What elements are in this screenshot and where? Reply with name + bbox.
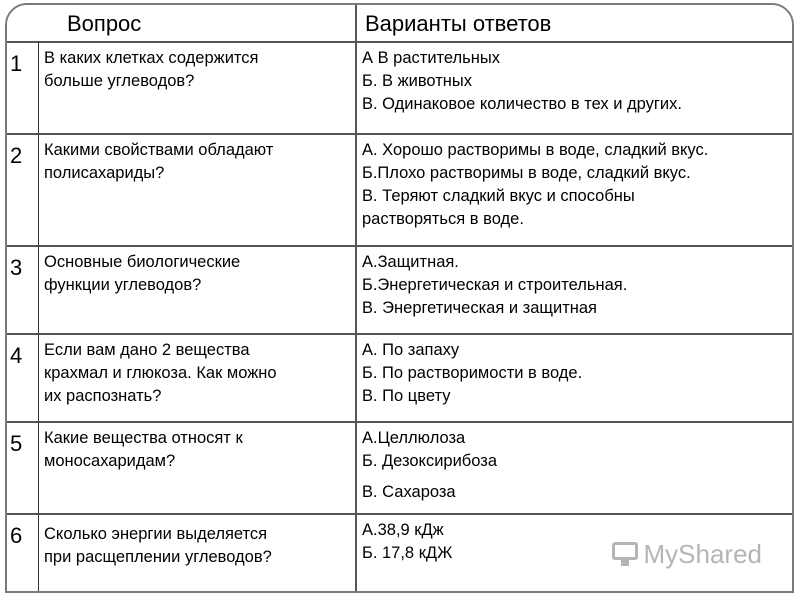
row-number: 5 (10, 431, 23, 456)
row-number: 6 (10, 523, 23, 548)
row-number: 4 (10, 343, 23, 368)
answer-options: А.Защитная. Б.Энергетическая и строительная. В. Энергетическая и защитная (362, 253, 628, 317)
watermark (610, 539, 763, 570)
answer-options: А. Хорошо растворимы в воде, сладкий вкус. Б.Плохо растворимы в воде, сладкий вкус. В. Теряют сладкий вкус и способны растворяться в воде. (362, 141, 709, 228)
question-text: В каких клетках содержится больше углеводов? (44, 49, 259, 90)
answer-options: А.Целлюлоза Б. Дезоксирибоза В. Сахароза (362, 429, 497, 501)
row-number: 2 (10, 143, 23, 168)
question-text: Основные биологические функции углеводов? (44, 253, 241, 294)
table-row (7, 133, 792, 247)
table-header (7, 5, 792, 43)
row-number: 3 (10, 255, 23, 280)
table-row (7, 421, 792, 515)
header-question-cell (7, 5, 357, 41)
answer-options: А.38,9 кДж Б. 17,8 кДЖ (362, 521, 453, 562)
watermark-text: MyShared (643, 539, 762, 569)
question-text: Сколько энергии выделяется при расщеплении углеводов? (44, 525, 272, 566)
question-text: Какие вещества относят к моносахаридам? (44, 429, 243, 470)
monitor-icon (610, 542, 640, 568)
questions-table (5, 3, 794, 593)
answer-options: А В растительных Б. В животных В. Одинаковое количество в тех и других. (362, 49, 682, 113)
question-text: Если вам дано 2 вещества крахмал и глюкоза. Как можно их распознать? (44, 341, 277, 405)
header-question: Вопрос (67, 11, 142, 36)
table-row (7, 41, 792, 135)
table-row (7, 333, 792, 423)
header-answers-cell (357, 5, 792, 41)
header-answers: Варианты ответов (365, 11, 552, 36)
question-text: Какими свойствами обладают полисахариды? (44, 141, 274, 182)
answer-options: А. По запаху Б. По растворимости в воде. В. По цвету (362, 341, 583, 405)
table-row (7, 245, 792, 335)
row-number: 1 (10, 51, 23, 76)
